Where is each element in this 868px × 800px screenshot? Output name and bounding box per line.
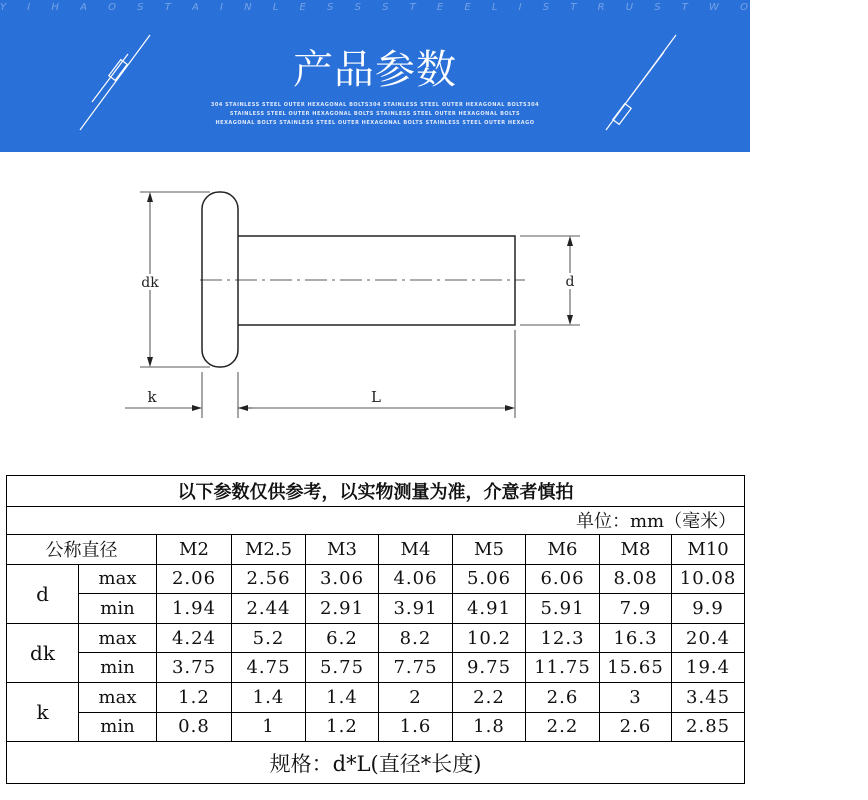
value-cell: 3.91 <box>379 594 453 624</box>
banner-subtitle-line: STAINLESS STEEL OUTER HEXAGONAL BOLTS STAINLESS STEEL OUTER HEXAGONAL BOLTS <box>229 111 521 117</box>
banner-subtitle-line: HEXAGONAL BOLTS STAINLESS STEEL OUTER HEXAGONAL BOLTS STAINLESS STEEL OUTER HEXAGO <box>215 120 535 126</box>
table-row <box>7 564 745 594</box>
limit-cell: min <box>79 653 157 683</box>
value-cell: 2.2 <box>526 712 600 742</box>
value-cell: 2.56 <box>232 564 306 594</box>
value-cell: 7.9 <box>600 594 672 624</box>
dk-dimension-label: dk <box>141 275 159 291</box>
value-cell: 15.65 <box>600 653 672 683</box>
value-cell: 2.85 <box>672 712 745 742</box>
value-cell: 5.06 <box>453 564 526 594</box>
table-row <box>7 653 745 683</box>
note-row <box>7 476 745 507</box>
k-dimension-label: k <box>147 388 157 406</box>
value-cell: 5.91 <box>526 594 600 624</box>
spec-format-row <box>7 742 745 784</box>
value-cell: 1.8 <box>453 712 526 742</box>
value-cell: 10.2 <box>453 623 526 653</box>
size-header-cell: M2.5 <box>232 535 306 565</box>
value-cell: 6.2 <box>306 623 379 653</box>
value-cell: 2.44 <box>232 594 306 624</box>
limit-cell: min <box>79 594 157 624</box>
limit-cell: max <box>79 682 157 712</box>
table-row <box>7 682 745 712</box>
banner-subtitle <box>200 101 550 128</box>
value-cell: 4.75 <box>232 653 306 683</box>
value-cell: 8.08 <box>600 564 672 594</box>
value-cell: 5.2 <box>232 623 306 653</box>
value-cell: 3.45 <box>672 682 745 712</box>
param-name-cell: k <box>7 682 79 741</box>
value-cell: 16.3 <box>600 623 672 653</box>
rivet-head-shape <box>202 192 238 367</box>
value-cell: 3.75 <box>157 653 232 683</box>
page-title: 产品参数 <box>293 47 457 93</box>
limit-cell: min <box>79 712 157 742</box>
header-banner <box>0 0 868 152</box>
value-cell: 1.4 <box>232 682 306 712</box>
value-cell: 12.3 <box>526 623 600 653</box>
value-cell: 4.24 <box>157 623 232 653</box>
table-row <box>7 712 745 742</box>
L-dimension-label: L <box>371 388 381 406</box>
value-cell: 3.06 <box>306 564 379 594</box>
value-cell: 20.4 <box>672 623 745 653</box>
banner-tagline: Y I H A O S T A I N L E S S S T E E L I S T R U S T W O R T H Y <box>0 2 868 13</box>
value-cell: 1.4 <box>306 682 379 712</box>
limit-cell: max <box>79 623 157 653</box>
unit-label: 单位：mm（毫米） <box>7 506 745 535</box>
value-cell: 7.75 <box>379 653 453 683</box>
value-cell: 2.6 <box>600 712 672 742</box>
banner-subtitle-line: 304 STAINLESS STEEL OUTER HEXAGONAL BOLTS304 STAINLESS STEEL OUTER HEXAGONAL BOLTS304 <box>210 102 540 108</box>
table-note: 以下参数仅供参考，以实物测量为准，介意者慎拍 <box>7 476 745 507</box>
value-cell: 2.06 <box>157 564 232 594</box>
value-cell: 8.2 <box>379 623 453 653</box>
table-row <box>7 594 745 624</box>
spec-table <box>6 475 745 784</box>
unit-row <box>7 506 745 535</box>
value-cell: 10.08 <box>672 564 745 594</box>
value-cell: 19.4 <box>672 653 745 683</box>
rivet-dimension-drawing <box>0 152 750 470</box>
size-header-cell: M5 <box>453 535 526 565</box>
size-header-cell: M3 <box>306 535 379 565</box>
size-header-label: 公称直径 <box>7 535 157 565</box>
size-header-cell: M2 <box>157 535 232 565</box>
value-cell: 1.94 <box>157 594 232 624</box>
spec-format-label: 规格：d*L(直径*长度) <box>7 742 745 784</box>
size-header-row <box>7 535 745 565</box>
value-cell: 9.75 <box>453 653 526 683</box>
value-cell: 3 <box>600 682 672 712</box>
param-name-cell: d <box>7 564 79 623</box>
param-name-cell: dk <box>7 623 79 682</box>
value-cell: 6.06 <box>526 564 600 594</box>
value-cell: 1.2 <box>157 682 232 712</box>
table-row <box>7 623 745 653</box>
value-cell: 5.75 <box>306 653 379 683</box>
value-cell: 9.9 <box>672 594 745 624</box>
value-cell: 0.8 <box>157 712 232 742</box>
value-cell: 4.91 <box>453 594 526 624</box>
size-header-cell: M4 <box>379 535 453 565</box>
value-cell: 1.2 <box>306 712 379 742</box>
size-header-cell: M6 <box>526 535 600 565</box>
value-cell: 2.91 <box>306 594 379 624</box>
limit-cell: max <box>79 564 157 594</box>
value-cell: 11.75 <box>526 653 600 683</box>
rivet-shank-shape <box>238 236 515 325</box>
value-cell: 2.6 <box>526 682 600 712</box>
value-cell: 2.2 <box>453 682 526 712</box>
value-cell: 4.06 <box>379 564 453 594</box>
d-dimension-label: d <box>565 274 575 290</box>
size-header-cell: M10 <box>672 535 745 565</box>
value-cell: 2 <box>379 682 453 712</box>
value-cell: 1 <box>232 712 306 742</box>
size-header-cell: M8 <box>600 535 672 565</box>
value-cell: 1.6 <box>379 712 453 742</box>
